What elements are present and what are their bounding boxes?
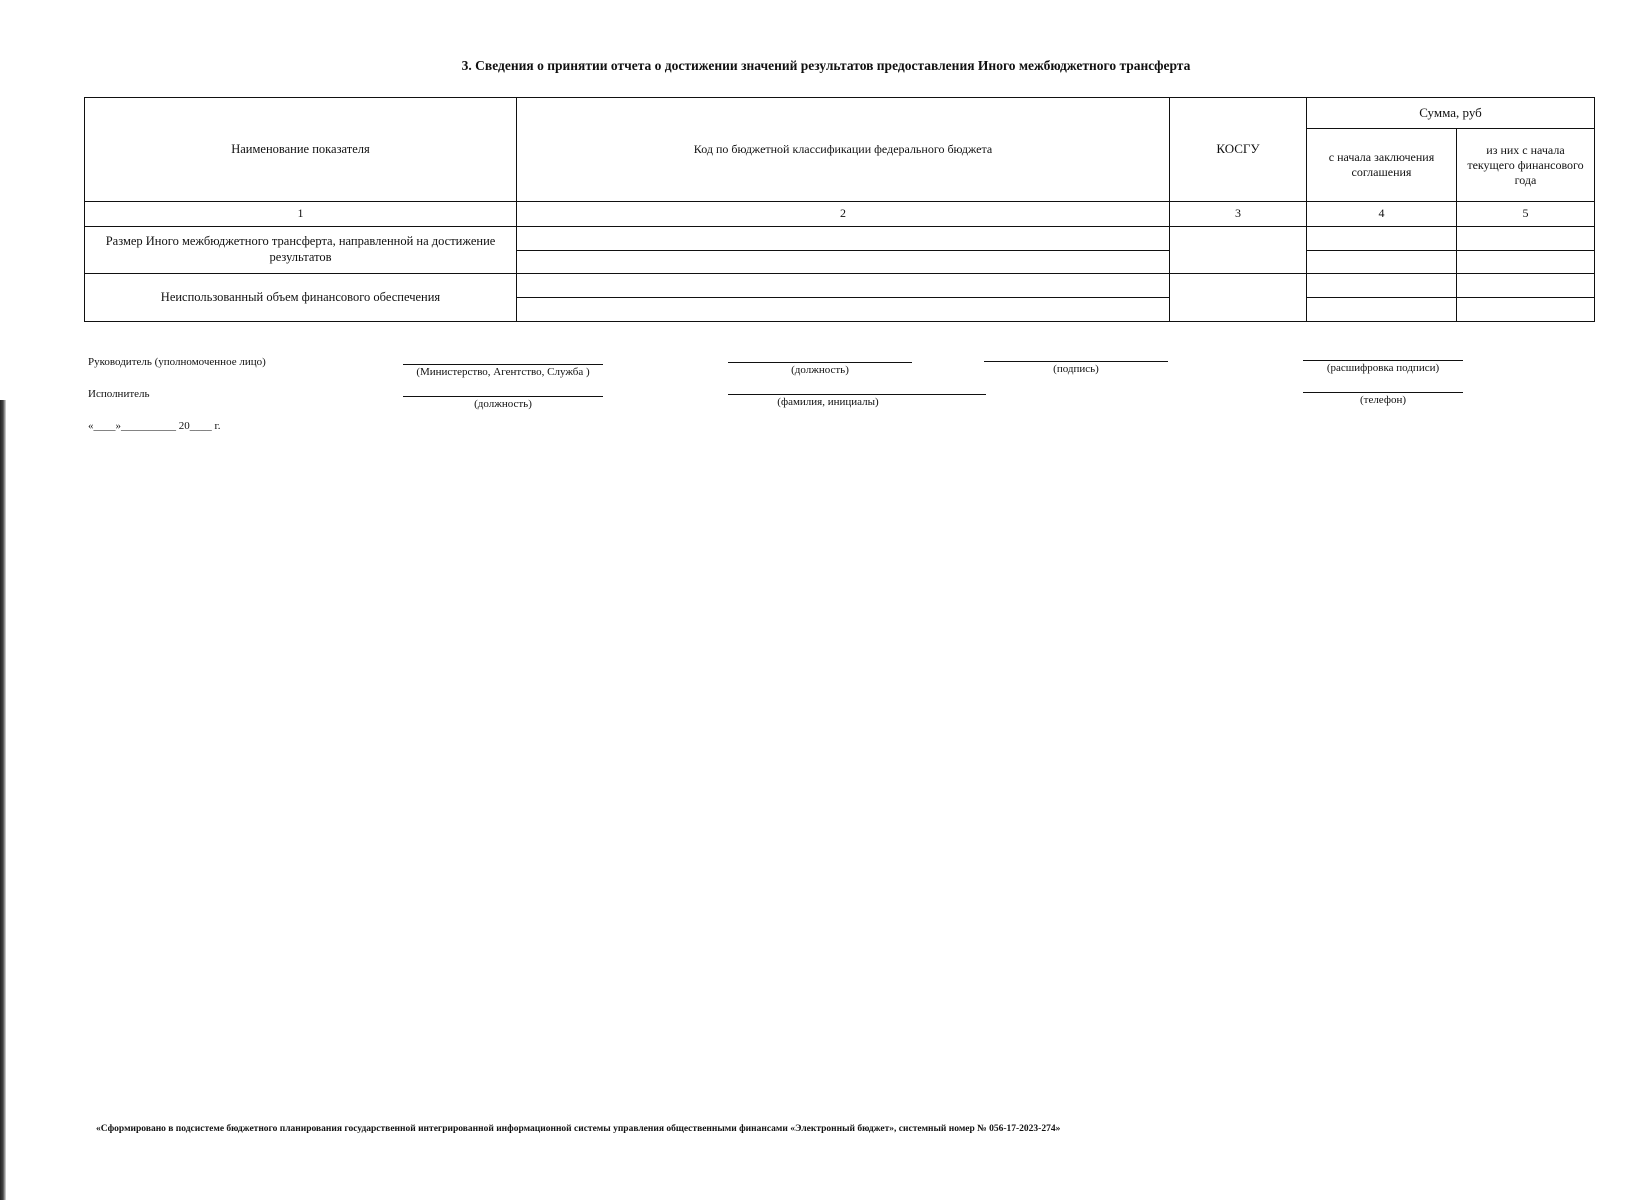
header-since-agreement: с начала заключения соглашения bbox=[1307, 129, 1457, 202]
caption-position: (должность) bbox=[791, 364, 849, 376]
document-title: 3. Сведения о принятии отчета о достижении значений результатов предоставления Иного межбюджетного трансферта bbox=[461, 58, 1191, 73]
header-current-year: из них с начала текущего финансового года bbox=[1457, 129, 1595, 202]
caption-phone: (телефон) bbox=[1359, 394, 1407, 406]
signature-line bbox=[403, 396, 603, 397]
row-label-transfer-size: Размер Иного межбюджетного трансферта, направленной на достижение результатов bbox=[85, 226, 517, 274]
date-line: «____»__________ 20____ г. bbox=[88, 420, 221, 432]
executor-label: Исполнитель bbox=[88, 388, 150, 400]
column-number: 2 bbox=[517, 201, 1170, 226]
footer-note: «Сформировано в подсистеме бюджетного планирования государственной интегрированной информационной системы управления общественными финансами «Электронный бюджет», системный номер № 056-17-2023-274» bbox=[96, 1124, 1061, 1134]
column-number: 5 bbox=[1457, 201, 1595, 226]
signature-line bbox=[403, 364, 603, 365]
caption-full-name: (фамилия, инициалы) bbox=[777, 396, 879, 408]
signature-line bbox=[728, 362, 912, 363]
caption-ministry: (Министерство, Агентство, Служба ) bbox=[416, 366, 590, 378]
signature-line bbox=[728, 394, 986, 395]
caption-signature-decode: (расшифровка подписи) bbox=[1326, 362, 1440, 374]
scan-edge bbox=[0, 400, 6, 1200]
header-sum-group: Сумма, руб bbox=[1307, 98, 1595, 129]
header-indicator-name: Наименование показателя bbox=[85, 98, 517, 202]
caption-executor-position: (должность) bbox=[474, 398, 532, 410]
signature-line bbox=[1303, 392, 1463, 393]
column-number: 4 bbox=[1307, 201, 1457, 226]
column-number: 3 bbox=[1170, 201, 1307, 226]
header-budget-code: Код по бюджетной классификации федерального бюджета bbox=[517, 98, 1170, 202]
row-label-unused-volume: Неиспользованный объем финансового обеспечения bbox=[85, 274, 517, 322]
column-number: 1 bbox=[85, 201, 517, 226]
header-kosgu: КОСГУ bbox=[1170, 98, 1307, 202]
caption-signature: (подпись) bbox=[1053, 363, 1099, 375]
signature-block bbox=[0, 0, 1652, 460]
head-label: Руководитель (уполномоченное лицо) bbox=[88, 356, 266, 368]
signature-line bbox=[984, 361, 1168, 362]
signature-line bbox=[1303, 360, 1463, 361]
